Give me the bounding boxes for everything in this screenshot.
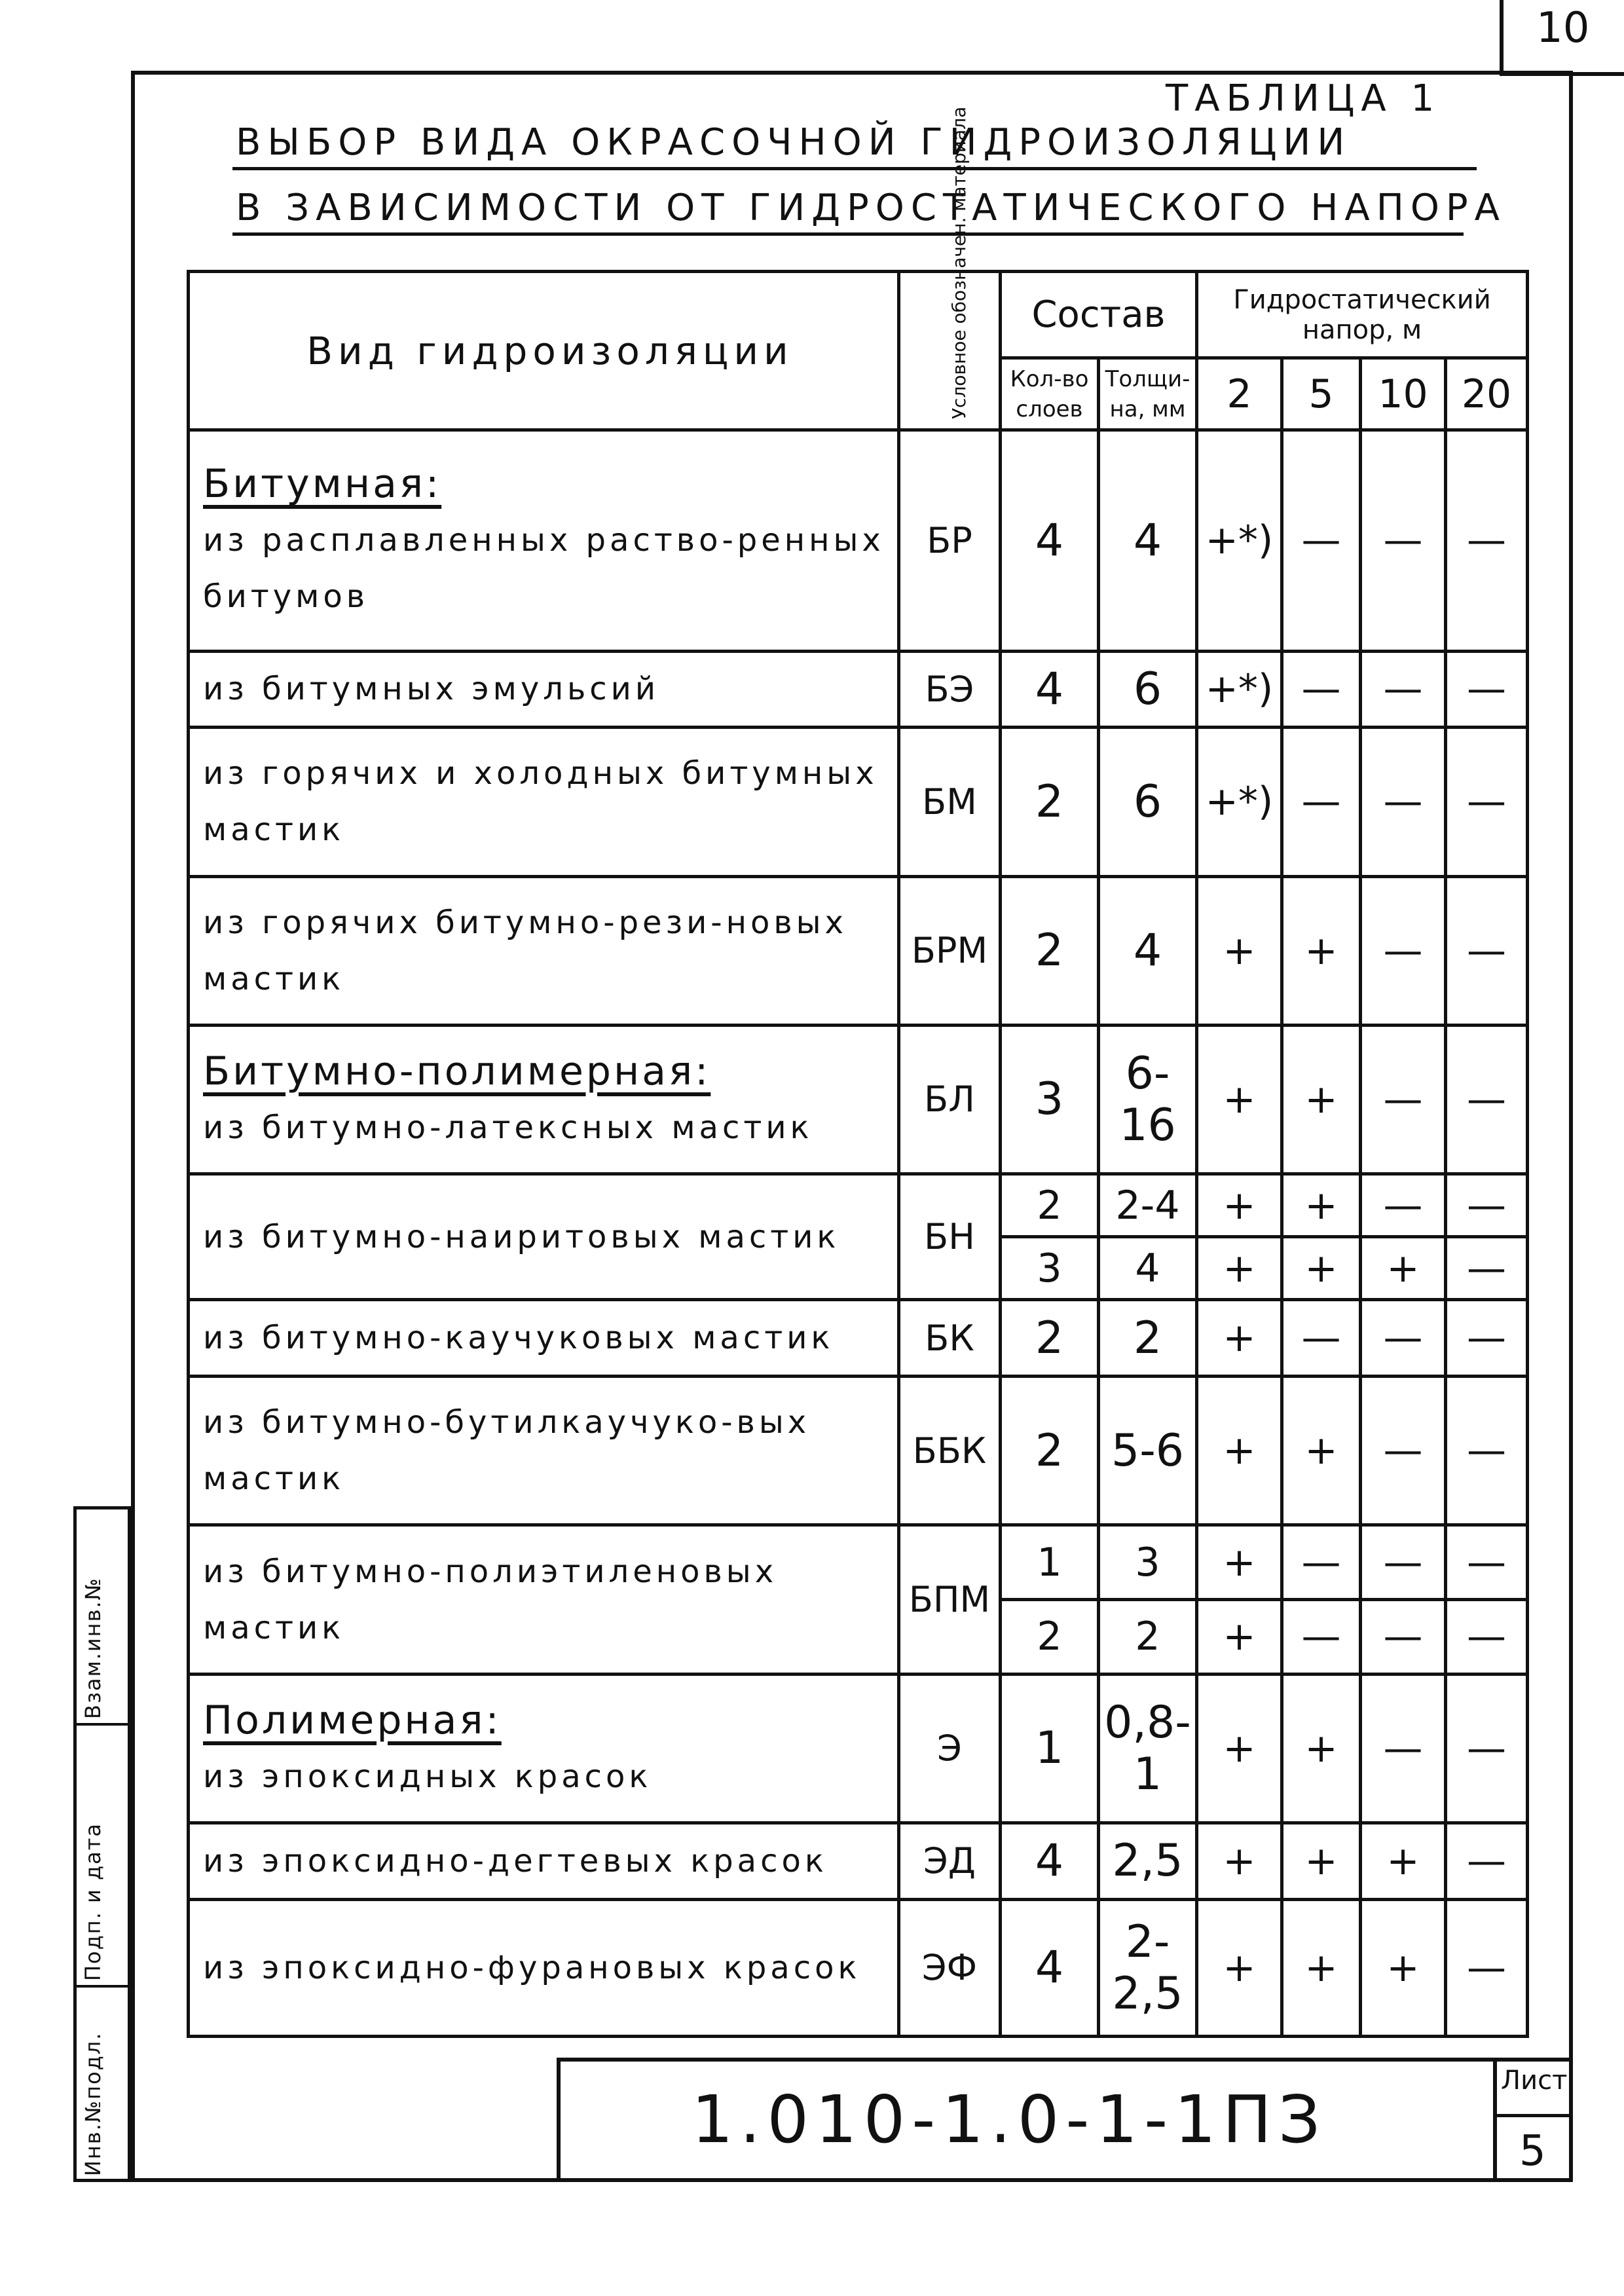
- layer-count: 3: [1001, 1025, 1099, 1174]
- head-20-mark: —: [1446, 1237, 1528, 1300]
- material-code: БЛ: [899, 1025, 1001, 1174]
- head-20-mark: —: [1446, 1600, 1528, 1675]
- material-code: ЭФ: [899, 1899, 1001, 2036]
- title-underline-2: [232, 232, 1464, 236]
- head-20-mark: —: [1446, 1300, 1528, 1377]
- layer-count: 4: [1001, 430, 1099, 652]
- head-2-mark: +: [1197, 1300, 1282, 1377]
- head-10-mark: —: [1361, 430, 1446, 652]
- head-5-mark: —: [1282, 728, 1361, 876]
- head-2-mark: +: [1197, 1237, 1282, 1300]
- side-field-label: Инв.№подл.: [81, 2031, 105, 2176]
- head-5-mark: +: [1282, 876, 1361, 1025]
- head-10-mark: +: [1361, 1899, 1446, 2036]
- thickness: 5-6: [1099, 1377, 1197, 1525]
- table-row: [189, 1025, 1528, 1174]
- head-2-mark: +*): [1197, 728, 1282, 876]
- material-code: БРМ: [899, 876, 1001, 1025]
- head-20-mark: —: [1446, 1525, 1528, 1600]
- thickness: 6: [1099, 651, 1197, 728]
- head-5-mark: +: [1282, 1025, 1361, 1174]
- head-20-mark: —: [1446, 1025, 1528, 1174]
- head-5-mark: +: [1282, 1674, 1361, 1823]
- title-underline-1: [232, 167, 1477, 170]
- layer-count: 3: [1001, 1237, 1099, 1300]
- material-code: ЭД: [899, 1823, 1001, 1899]
- head-2-mark: +*): [1197, 651, 1282, 728]
- head-10-mark: —: [1361, 651, 1446, 728]
- type-cell: [189, 1174, 899, 1300]
- thickness: 6-16: [1099, 1025, 1197, 1174]
- head-5-header: 5: [1282, 358, 1361, 430]
- head-20-mark: —: [1446, 876, 1528, 1025]
- table-row: [189, 728, 1528, 876]
- head-20-mark: —: [1446, 430, 1528, 652]
- layer-count: 4: [1001, 1823, 1099, 1899]
- side-field-sign: [77, 1726, 128, 1988]
- table-row: [189, 1300, 1528, 1377]
- layer-count: 1: [1001, 1525, 1099, 1600]
- thickness: 0,8-1: [1099, 1674, 1197, 1823]
- table-row: [189, 1899, 1528, 2036]
- title-line-1: ВЫБОР ВИДА ОКРАСОЧНОЙ ГИДРОИЗОЛЯЦИИ: [236, 121, 1352, 164]
- head-5-mark: +: [1282, 1174, 1361, 1236]
- sheet-divider: [1497, 2114, 1573, 2117]
- head-5-mark: +: [1282, 1823, 1361, 1899]
- layer-count: 2: [1001, 1600, 1099, 1675]
- head-5-mark: —: [1282, 1300, 1361, 1377]
- table-row: [189, 1823, 1528, 1899]
- head-5-mark: —: [1282, 1525, 1361, 1600]
- layer-count: 2: [1001, 1377, 1099, 1525]
- head-2-header: 2: [1197, 358, 1282, 430]
- head-2-mark: +: [1197, 1600, 1282, 1675]
- table-row: [189, 1377, 1528, 1525]
- material-code: БЭ: [899, 651, 1001, 728]
- head-10-mark: +: [1361, 1823, 1446, 1899]
- thickness: 2-2,5: [1099, 1899, 1197, 2036]
- column-type-header: Вид гидроизоляции: [189, 272, 899, 430]
- head-10-mark: —: [1361, 876, 1446, 1025]
- head-5-mark: +: [1282, 1377, 1361, 1525]
- layer-count: 4: [1001, 651, 1099, 728]
- column-head-header: Гидростатический напор, м: [1197, 272, 1528, 358]
- head-2-mark: +: [1197, 1823, 1282, 1899]
- type-description: из битумно-полиэтиленовых мастик: [203, 1553, 778, 1646]
- type-cell: [189, 1300, 899, 1377]
- type-cell: [189, 876, 899, 1025]
- head-10-mark: —: [1361, 1025, 1446, 1174]
- section-heading: Полимерная:: [203, 1697, 502, 1743]
- type-description: из битумно-наиритовых мастик: [203, 1218, 840, 1255]
- material-code: БК: [899, 1300, 1001, 1377]
- type-description: из битумно-каучуковых мастик: [203, 1320, 834, 1357]
- type-cell: [189, 430, 899, 652]
- type-description: из горячих и холодных битумных мастик: [203, 755, 878, 849]
- head-5-mark: +: [1282, 1899, 1361, 2036]
- head-20-mark: —: [1446, 1823, 1528, 1899]
- head-20-header: 20: [1446, 358, 1528, 430]
- material-code: ББК: [899, 1377, 1001, 1525]
- side-field-replace: [77, 1509, 128, 1726]
- material-code: Э: [899, 1674, 1001, 1823]
- thickness: 2-4: [1099, 1174, 1197, 1236]
- material-code: БМ: [899, 728, 1001, 876]
- thickness: 4: [1099, 876, 1197, 1025]
- sheet-label: Лист: [1501, 2065, 1568, 2096]
- type-description: из битумно-бутилкаучуко-вых мастик: [203, 1404, 811, 1498]
- sheet-box: [1493, 2058, 1573, 2182]
- head-20-mark: —: [1446, 651, 1528, 728]
- type-cell: [189, 1823, 899, 1899]
- thickness: 3: [1099, 1525, 1197, 1600]
- layer-count: 2: [1001, 728, 1099, 876]
- section-heading: Битумная:: [203, 461, 442, 508]
- head-5-mark: +: [1282, 1237, 1361, 1300]
- thickness: 4: [1099, 1237, 1197, 1300]
- column-composition-header: Состав: [1001, 272, 1197, 358]
- head-10-mark: —: [1361, 1377, 1446, 1525]
- head-10-mark: —: [1361, 1674, 1446, 1823]
- thickness: 2: [1099, 1300, 1197, 1377]
- head-2-mark: +: [1197, 1674, 1282, 1823]
- type-description: из эпоксидно-дегтевых красок: [203, 1842, 828, 1879]
- head-10-mark: +: [1361, 1237, 1446, 1300]
- side-field-label: Подп. и дата: [81, 1823, 105, 1981]
- type-cell: [189, 1525, 899, 1674]
- type-cell: [189, 1674, 899, 1823]
- table-row: [189, 1525, 1528, 1600]
- type-description: из битумно-латексных мастик: [203, 1109, 813, 1146]
- head-10-mark: —: [1361, 1300, 1446, 1377]
- table-row: [189, 1174, 1528, 1236]
- column-thickness-header: Толщи-на, мм: [1099, 358, 1197, 430]
- type-cell: [189, 1377, 899, 1525]
- section-heading: Битумно-полимерная:: [203, 1048, 711, 1094]
- document-code: 1.010-1.0-1-1ПЗ: [692, 2081, 1327, 2158]
- head-10-mark: —: [1361, 1174, 1446, 1236]
- layer-count: 4: [1001, 1899, 1099, 2036]
- table-row: [189, 876, 1528, 1025]
- side-stamp: [73, 1506, 131, 2182]
- layer-count: 2: [1001, 876, 1099, 1025]
- thickness: 2: [1099, 1600, 1197, 1675]
- head-20-mark: —: [1446, 728, 1528, 876]
- title-line-2: В ЗАВИСИМОСТИ ОТ ГИДРОСТАТИЧЕСКОГО НАПОРА: [236, 187, 1506, 229]
- head-5-mark: —: [1282, 1600, 1361, 1675]
- thickness: 2,5: [1099, 1823, 1197, 1899]
- column-code-header: Условное обозначен. материала: [899, 272, 1001, 430]
- thickness: 6: [1099, 728, 1197, 876]
- head-20-mark: —: [1446, 1174, 1528, 1236]
- head-5-mark: —: [1282, 651, 1361, 728]
- table-label: ТАБЛИЦА 1: [1166, 77, 1441, 120]
- table-row: [189, 1674, 1528, 1823]
- material-code: БПМ: [899, 1525, 1001, 1674]
- layer-count: 2: [1001, 1300, 1099, 1377]
- table-row: [189, 430, 1528, 652]
- head-5-mark: —: [1282, 430, 1361, 652]
- layer-count: 1: [1001, 1674, 1099, 1823]
- head-2-mark: +: [1197, 1899, 1282, 2036]
- type-description: из горячих битумно-рези-новых мастик: [203, 904, 847, 997]
- material-code: БР: [899, 430, 1001, 652]
- head-20-mark: —: [1446, 1899, 1528, 2036]
- head-10-mark: —: [1361, 1600, 1446, 1675]
- head-2-mark: +: [1197, 1377, 1282, 1525]
- head-10-header: 10: [1361, 358, 1446, 430]
- page-number-box: [1500, 0, 1624, 76]
- type-description: из эпоксидно-фурановых красок: [203, 1949, 861, 1986]
- type-description: из эпоксидных красок: [203, 1758, 652, 1795]
- column-layers-header: Кол-во слоев: [1001, 358, 1099, 430]
- type-cell: [189, 1025, 899, 1174]
- type-cell: [189, 728, 899, 876]
- head-10-mark: —: [1361, 728, 1446, 876]
- page-number: 10: [1536, 4, 1590, 52]
- head-2-mark: +*): [1197, 430, 1282, 652]
- layer-count: 2: [1001, 1174, 1099, 1236]
- type-description: из расплавленных раство-ренных битумов: [203, 522, 885, 616]
- type-cell: [189, 651, 899, 728]
- sheet-number: 5: [1519, 2127, 1546, 2176]
- title-block: [557, 2058, 1493, 2182]
- side-field-label: Взам.инв.№: [81, 1577, 105, 1719]
- head-2-mark: +: [1197, 1025, 1282, 1174]
- head-20-mark: —: [1446, 1377, 1528, 1525]
- type-description: из битумных эмульсий: [203, 671, 660, 708]
- side-field-inv: [77, 1988, 128, 2179]
- thickness: 4: [1099, 430, 1197, 652]
- head-2-mark: +: [1197, 1174, 1282, 1236]
- type-cell: [189, 1899, 899, 2036]
- head-10-mark: —: [1361, 1525, 1446, 1600]
- table-row: [189, 651, 1528, 728]
- table-body: [189, 430, 1528, 2037]
- head-2-mark: +: [1197, 876, 1282, 1025]
- head-2-mark: +: [1197, 1525, 1282, 1600]
- head-20-mark: —: [1446, 1674, 1528, 1823]
- material-code: БН: [899, 1174, 1001, 1300]
